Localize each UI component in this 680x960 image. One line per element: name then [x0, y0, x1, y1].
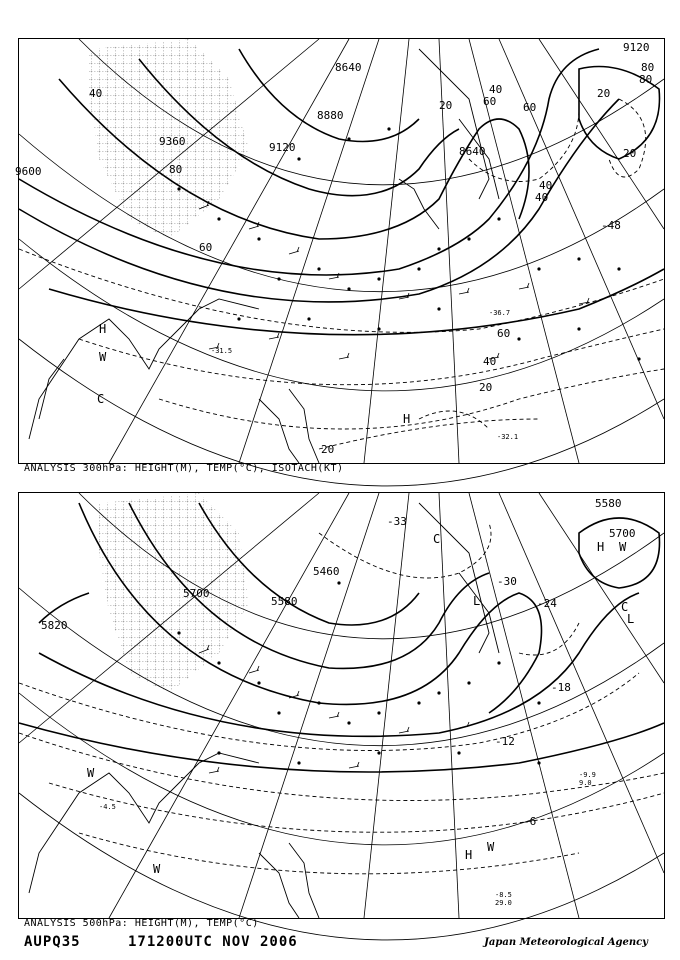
height-label: 9120 [269, 141, 296, 154]
temperature-label: -36.7 [489, 309, 511, 317]
agency-name: Japan Meteorological Agency [484, 937, 648, 948]
low-center: L [473, 594, 481, 608]
warm-center: W [487, 840, 495, 854]
isotach-label: 20 [439, 99, 453, 112]
panel-500hpa-caption: ANALYSIS 500hPa: HEIGHT(M), TEMP(°C) [24, 918, 259, 929]
height-label: 9600 [15, 165, 42, 178]
warm-center: W [153, 862, 161, 876]
height-label: 9120 [623, 41, 650, 54]
station-markers [177, 127, 640, 360]
temperature-label: -12 [495, 735, 515, 748]
station-value: -4.5 [99, 803, 116, 811]
high-center: H [403, 412, 411, 426]
pressure-centers [97, 322, 410, 426]
station-value: -9.9 [579, 771, 596, 779]
wind-barbs [199, 645, 469, 773]
cold-center: C [97, 392, 105, 406]
high-center: H [99, 322, 107, 336]
isotach-label: 40 [89, 87, 103, 100]
warm-center: W [619, 540, 627, 554]
station-value: 9.0 [579, 779, 592, 787]
land-hatch [99, 493, 249, 693]
isotach-label: 40 [539, 179, 553, 192]
chart-id: AUPQ35 [24, 934, 81, 950]
cold-center: C [621, 600, 629, 614]
station-value: 29.0 [495, 899, 512, 907]
temperature-label: -48 [601, 219, 621, 232]
isotach-label: 40 [535, 191, 549, 204]
cold-center: C [433, 532, 441, 546]
isotach-label: 80 [169, 163, 183, 176]
height-label: 8640 [459, 145, 486, 158]
high-center: H [597, 540, 605, 554]
map-panel-300hpa [15, 38, 665, 464]
isotach-label: 20 [623, 147, 637, 160]
map-500hpa-canvas [19, 493, 664, 918]
isotach-label: 60 [523, 101, 537, 114]
height-label: 8640 [335, 61, 362, 74]
temperature-label: -30 [497, 575, 517, 588]
temperature-label: -31.5 [211, 347, 233, 355]
map-panel-500hpa [18, 492, 665, 919]
map-300hpa-canvas [15, 39, 664, 463]
temperature-label: -32.1 [497, 433, 519, 441]
warm-center: W [99, 350, 107, 364]
isotach-label: 80 [639, 73, 653, 86]
temperature-label: -33 [387, 515, 407, 528]
height-label: 5820 [41, 619, 68, 632]
isotach-label: 60 [199, 241, 213, 254]
isotach-label: 20 [479, 381, 493, 394]
isotach-label: 80 [641, 61, 655, 74]
height-label: 5700 [183, 587, 210, 600]
isotach-label: 20 [597, 87, 611, 100]
isotach-label: 40 [483, 355, 497, 368]
warm-center: W [87, 766, 95, 780]
height-label: 9360 [159, 135, 186, 148]
coastlines [29, 503, 499, 918]
wind-barbs [199, 201, 589, 359]
height-label: 5580 [595, 497, 622, 510]
high-center: H [465, 848, 473, 862]
height-label: 5460 [313, 565, 340, 578]
station-values [99, 771, 596, 907]
isotach-label: 20 [321, 443, 335, 456]
height-label: 5580 [271, 595, 298, 608]
temperature-label: -18 [551, 681, 571, 694]
height-label: 5700 [609, 527, 636, 540]
panel-300hpa-caption: ANALYSIS 300hPa: HEIGHT(M), TEMP(°C), ISOTACH(KT) [24, 463, 344, 474]
valid-time: 171200UTC NOV 2006 [128, 934, 298, 950]
height-label: 8880 [317, 109, 344, 122]
temperature-label: -6 [523, 815, 537, 828]
isotach-label: 40 [489, 83, 503, 96]
isotach-label: 60 [497, 327, 511, 340]
low-center: L [627, 612, 635, 626]
isotach-label: 60 [483, 95, 497, 108]
temperature-label: -24 [537, 597, 557, 610]
station-value: -8.5 [495, 891, 512, 899]
temperature-labels [211, 219, 621, 441]
